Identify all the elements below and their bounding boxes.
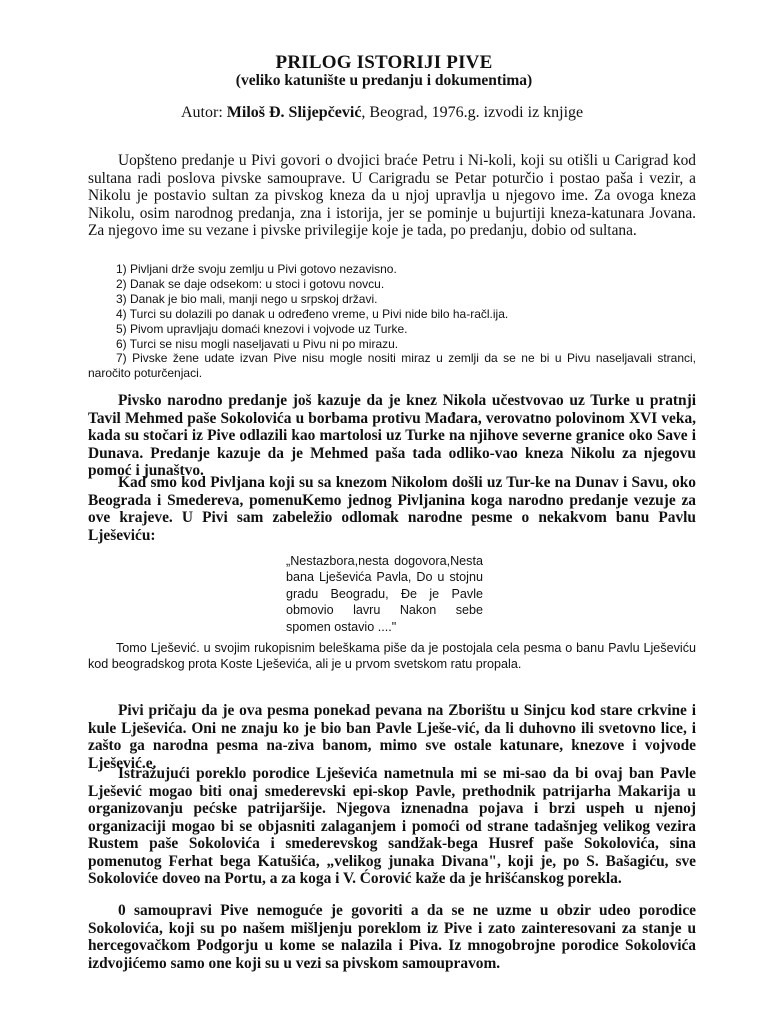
- list-item: 5) Pivom upravljaju domaći knezovi i vojvode uz Turke.: [116, 321, 408, 336]
- list-item: 2) Danak se daje odsekom: u stoci i gotovu novcu.: [116, 276, 385, 291]
- author-prefix: Autor:: [181, 104, 227, 121]
- privileges-list: [88, 262, 696, 381]
- paragraph-2: Pivsko narodno predanje još kazuje da je knez Nikola učestvovao uz Turke u pratnji Tavil Mehmed paše Sokolovića u borbama protivu Mađara, verovatno polovinom XVI veka, kada su stočari iz Pive odlazili kao martolosi uz Turke na njihove severne granice oko Save i Dunava. Predanje kazuje da je Mehmed paša tada odliko-vao kneza Nikolu za njegovu pomoć i junaštvo.: [88, 392, 696, 479]
- paragraph-3: Kad smo kod Pivljana koji su sa knezom Nikolom došli uz Tur-ke na Dunav i Savu, oko Beograda i Smedereva, pomenuKemo jednog Pivljanina koga narodno predanje vezuje za ove krajeve. U Pivi sam zabeležio odlomak narodne pesme o nekakvom banu Pavlu Lješeviću:: [88, 474, 696, 544]
- list-item: 4) Turci su dolazili po danak u određeno vreme, u Pivi nide bilo ha-račl.ija.: [116, 306, 509, 321]
- paragraph-5: Istražujući poreklo porodice Lješevića nametnula mi se mi-sao da bi ovaj ban Pavle Lješević mogao biti onaj smederevski epi-skop Pavle, prethodnik patrijarha Makarija u organizovanju pećske patrijaršije. Njegova iznenadna pojava i brzi uspeh u njenoj organizaciji mogao bi se objasniti zalaganjem i pomoći od strane tadašnjeg velikog vezira Rustem paše Sokolovića i smederevskog sandžak-bega Husref paše Sokolovića, sina pomenutog Ferhat bega Katušića, „velikog junaka Divana", koji je, po S. Bašagiću, sve Sokoloviće doveo na Portu, a za koga i V. Ćorović kaže da je hrišćanskog porekla.: [88, 765, 696, 887]
- poem-excerpt: „Nestazbora,nesta dogovora,Nesta bana Lješevića Pavla, Do u stojnu gradu Beogradu, Đe je Pavle obmovio lavru Nakon sebe spomen ostavio ....": [286, 554, 483, 634]
- list-item: 3) Danak je bio mali, manji nego u srpskoj državi.: [116, 291, 378, 306]
- list-item: 7) Pivske žene udate izvan Pive nisu mogle nositi miraz u zemlji da se ne bi u Pivu naseljavali stranci, naročito poturčenjaci.: [88, 351, 696, 381]
- list-item: 6) Turci se nisu mogli naseljavati u Pivu ni po mirazu.: [116, 336, 399, 351]
- paragraph-6: 0 samoupravi Pive nemoguće je govoriti a da se ne uzme u obzir udeo porodice Sokolovića, koji su po našem mišljenju poreklom iz Pive i zato zainteresovani za stanje u hercegovačkom Podgorju u kome se nalazila i Piva. Iz mnogobrojne porodice Sokolovića izdvojićemo samo one koji su u vezi sa pivskom samoupravom.: [88, 902, 696, 972]
- document-title: PRILOG ISTORIJI PIVE: [275, 52, 493, 73]
- author-line: [181, 104, 741, 122]
- document-subtitle: (veliko katunište u predanju i dokumentima): [235, 72, 533, 89]
- paragraph-1: Uopšteno predanje u Pivi govori o dvojici braće Petru i Ni-koli, koji su otišli u Carigrad kod sultana radi poslova pivske samouprave. U Carigradu se Petar poturčio i postao paša i vezir, a Nikolu je postavio sultan za pivskog kneza da u njoj upravlja u njegovo ime. Za ovoga kneza Nikolu, osim narodnog predanja, zna i istorija, jer se pominje u bujurtiji kneza-katunara Jovana. Za njegovo ime su vezane i pivske privilegije koje je tada, po predanju, dobio od sultana.: [88, 152, 696, 239]
- author-suffix: , Beograd, 1976.g. izvodi iz knjige: [361, 104, 584, 121]
- author-name: Miloš Đ. Slijepčević: [226, 104, 362, 121]
- footnote-paragraph: Tomo Lješević. u svojim rukopisnim beleškama piše da je postojala cela pesma o banu Pavlu Lješeviću kod beogradskog prota Koste Lješevića, ali je u prvom svetskom ratu propala.: [88, 641, 696, 671]
- paragraph-4: Pivi pričaju da je ova pesma ponekad pevana na Zborištu u Sinjcu kod stare crkvine i kule Lješevića. Oni ne znaju ko je bio ban Pavle Lješe-vić, da li duhovno ili svetovno lice, i zašto ga narodna pesma na-ziva banom, mimo sve ostale katunare, knezove i vojvode Lješević.e.: [88, 702, 696, 772]
- list-item: 1) Pivljani drže svoju zemlju u Pivi gotovo nezavisno.: [116, 262, 397, 276]
